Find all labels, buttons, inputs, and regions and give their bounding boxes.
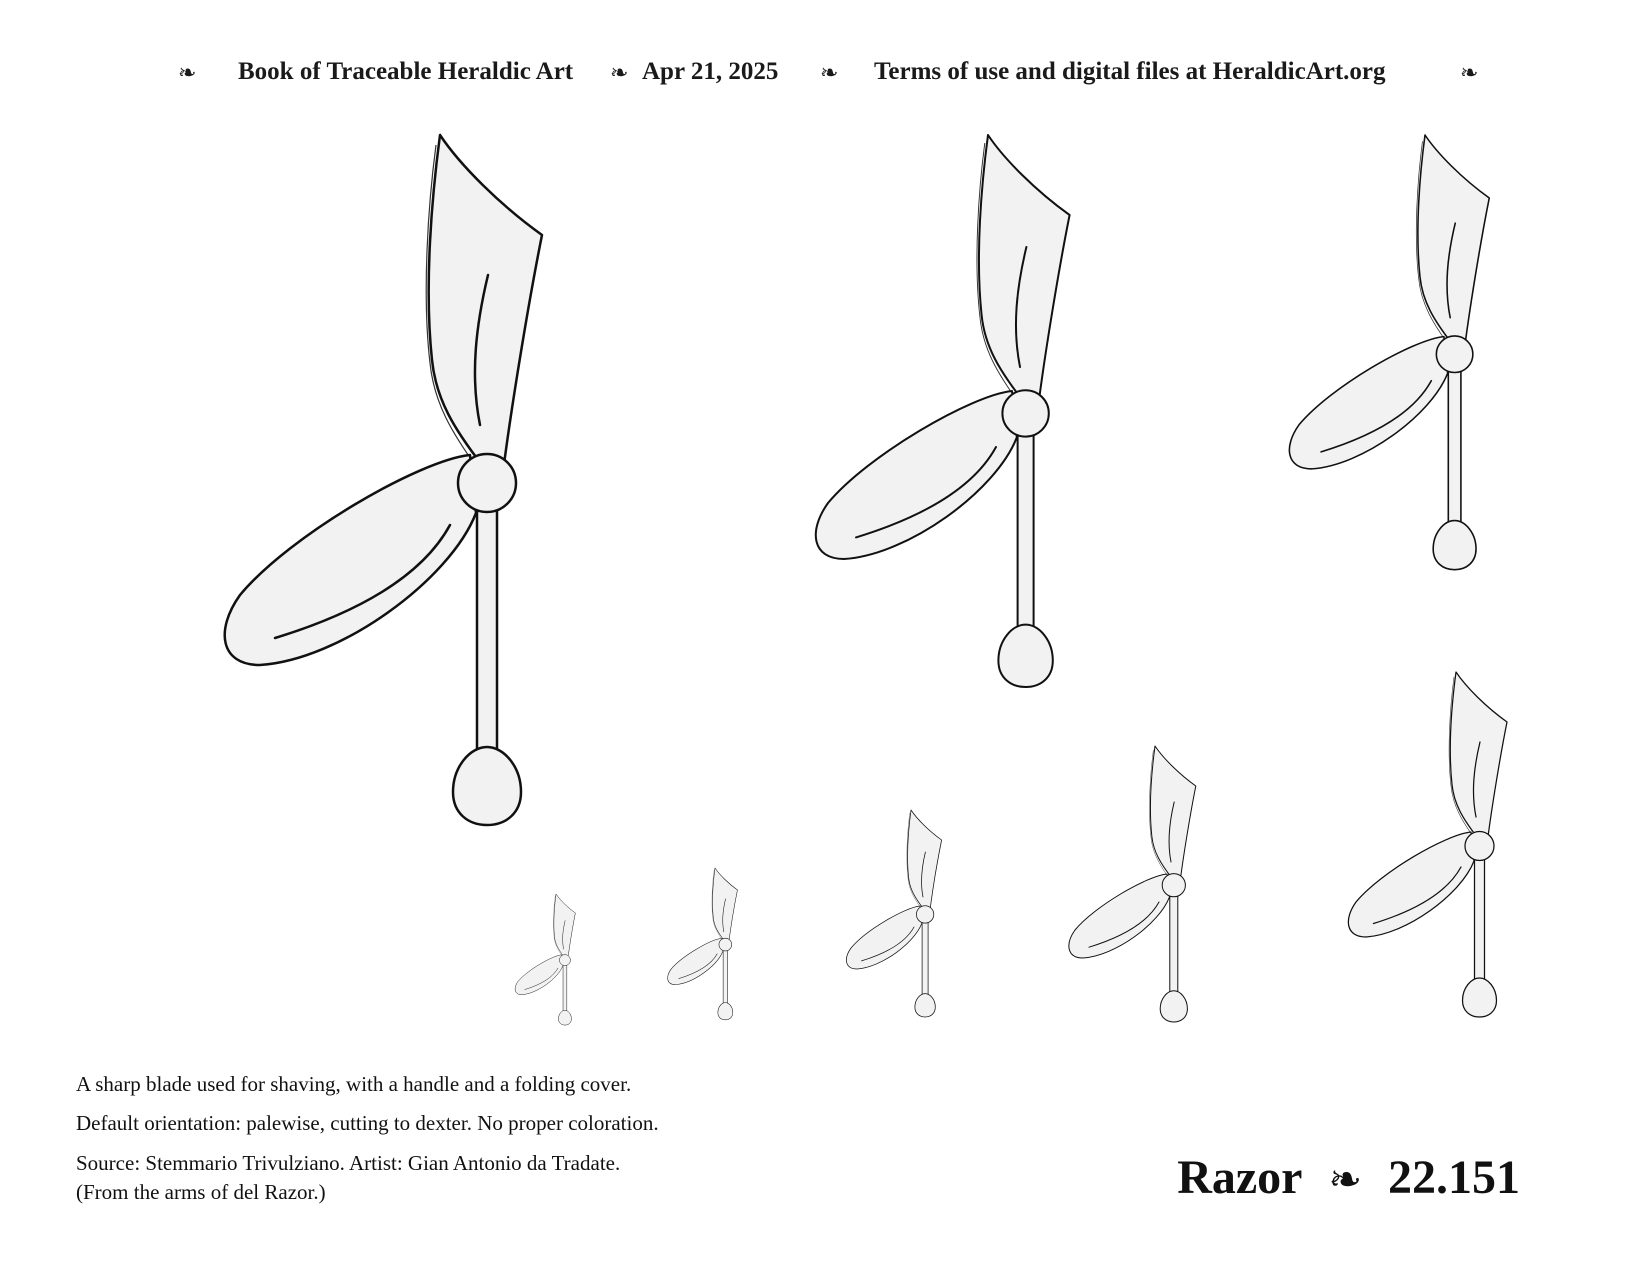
plate-name: Razor [1177,1151,1303,1204]
header-ornament-1: ❧ [178,60,197,85]
header-ornament-2: ❧ [610,60,629,85]
razor-large [225,135,542,825]
plate-title [1177,1150,1520,1205]
header-date: Apr 21, 2025 [642,58,779,85]
description-line-4: (From the arms of del Razor.) [76,1180,326,1204]
razor-small [1069,746,1196,1022]
razor-smallest [515,894,575,1025]
description-line-1: A sharp blade used for shaving, with a handle and a folding cover. [76,1072,632,1096]
header-ornament-4: ❧ [1460,60,1479,85]
razor-tiny [668,868,738,1020]
book-title: Book of Traceable Heraldic Art [238,58,574,85]
terms-link[interactable]: Terms of use and digital files at HeraldicArt.org [874,58,1386,85]
razor-medium [816,135,1070,687]
razor-small-right [1348,672,1507,1017]
description-line-2: Default orientation: palewise, cutting to dexter. No proper coloration. [76,1111,659,1135]
description-line-3: Source: Stemmario Trivulziano. Artist: Gian Antonio da Tradate. [76,1151,621,1175]
razor-smaller [846,810,941,1017]
razor-medium-small [1289,135,1489,570]
header-ornament-3: ❧ [820,60,839,85]
plate-number: 22.151 [1388,1151,1520,1204]
plate-ornament: ❧ [1328,1157,1362,1202]
